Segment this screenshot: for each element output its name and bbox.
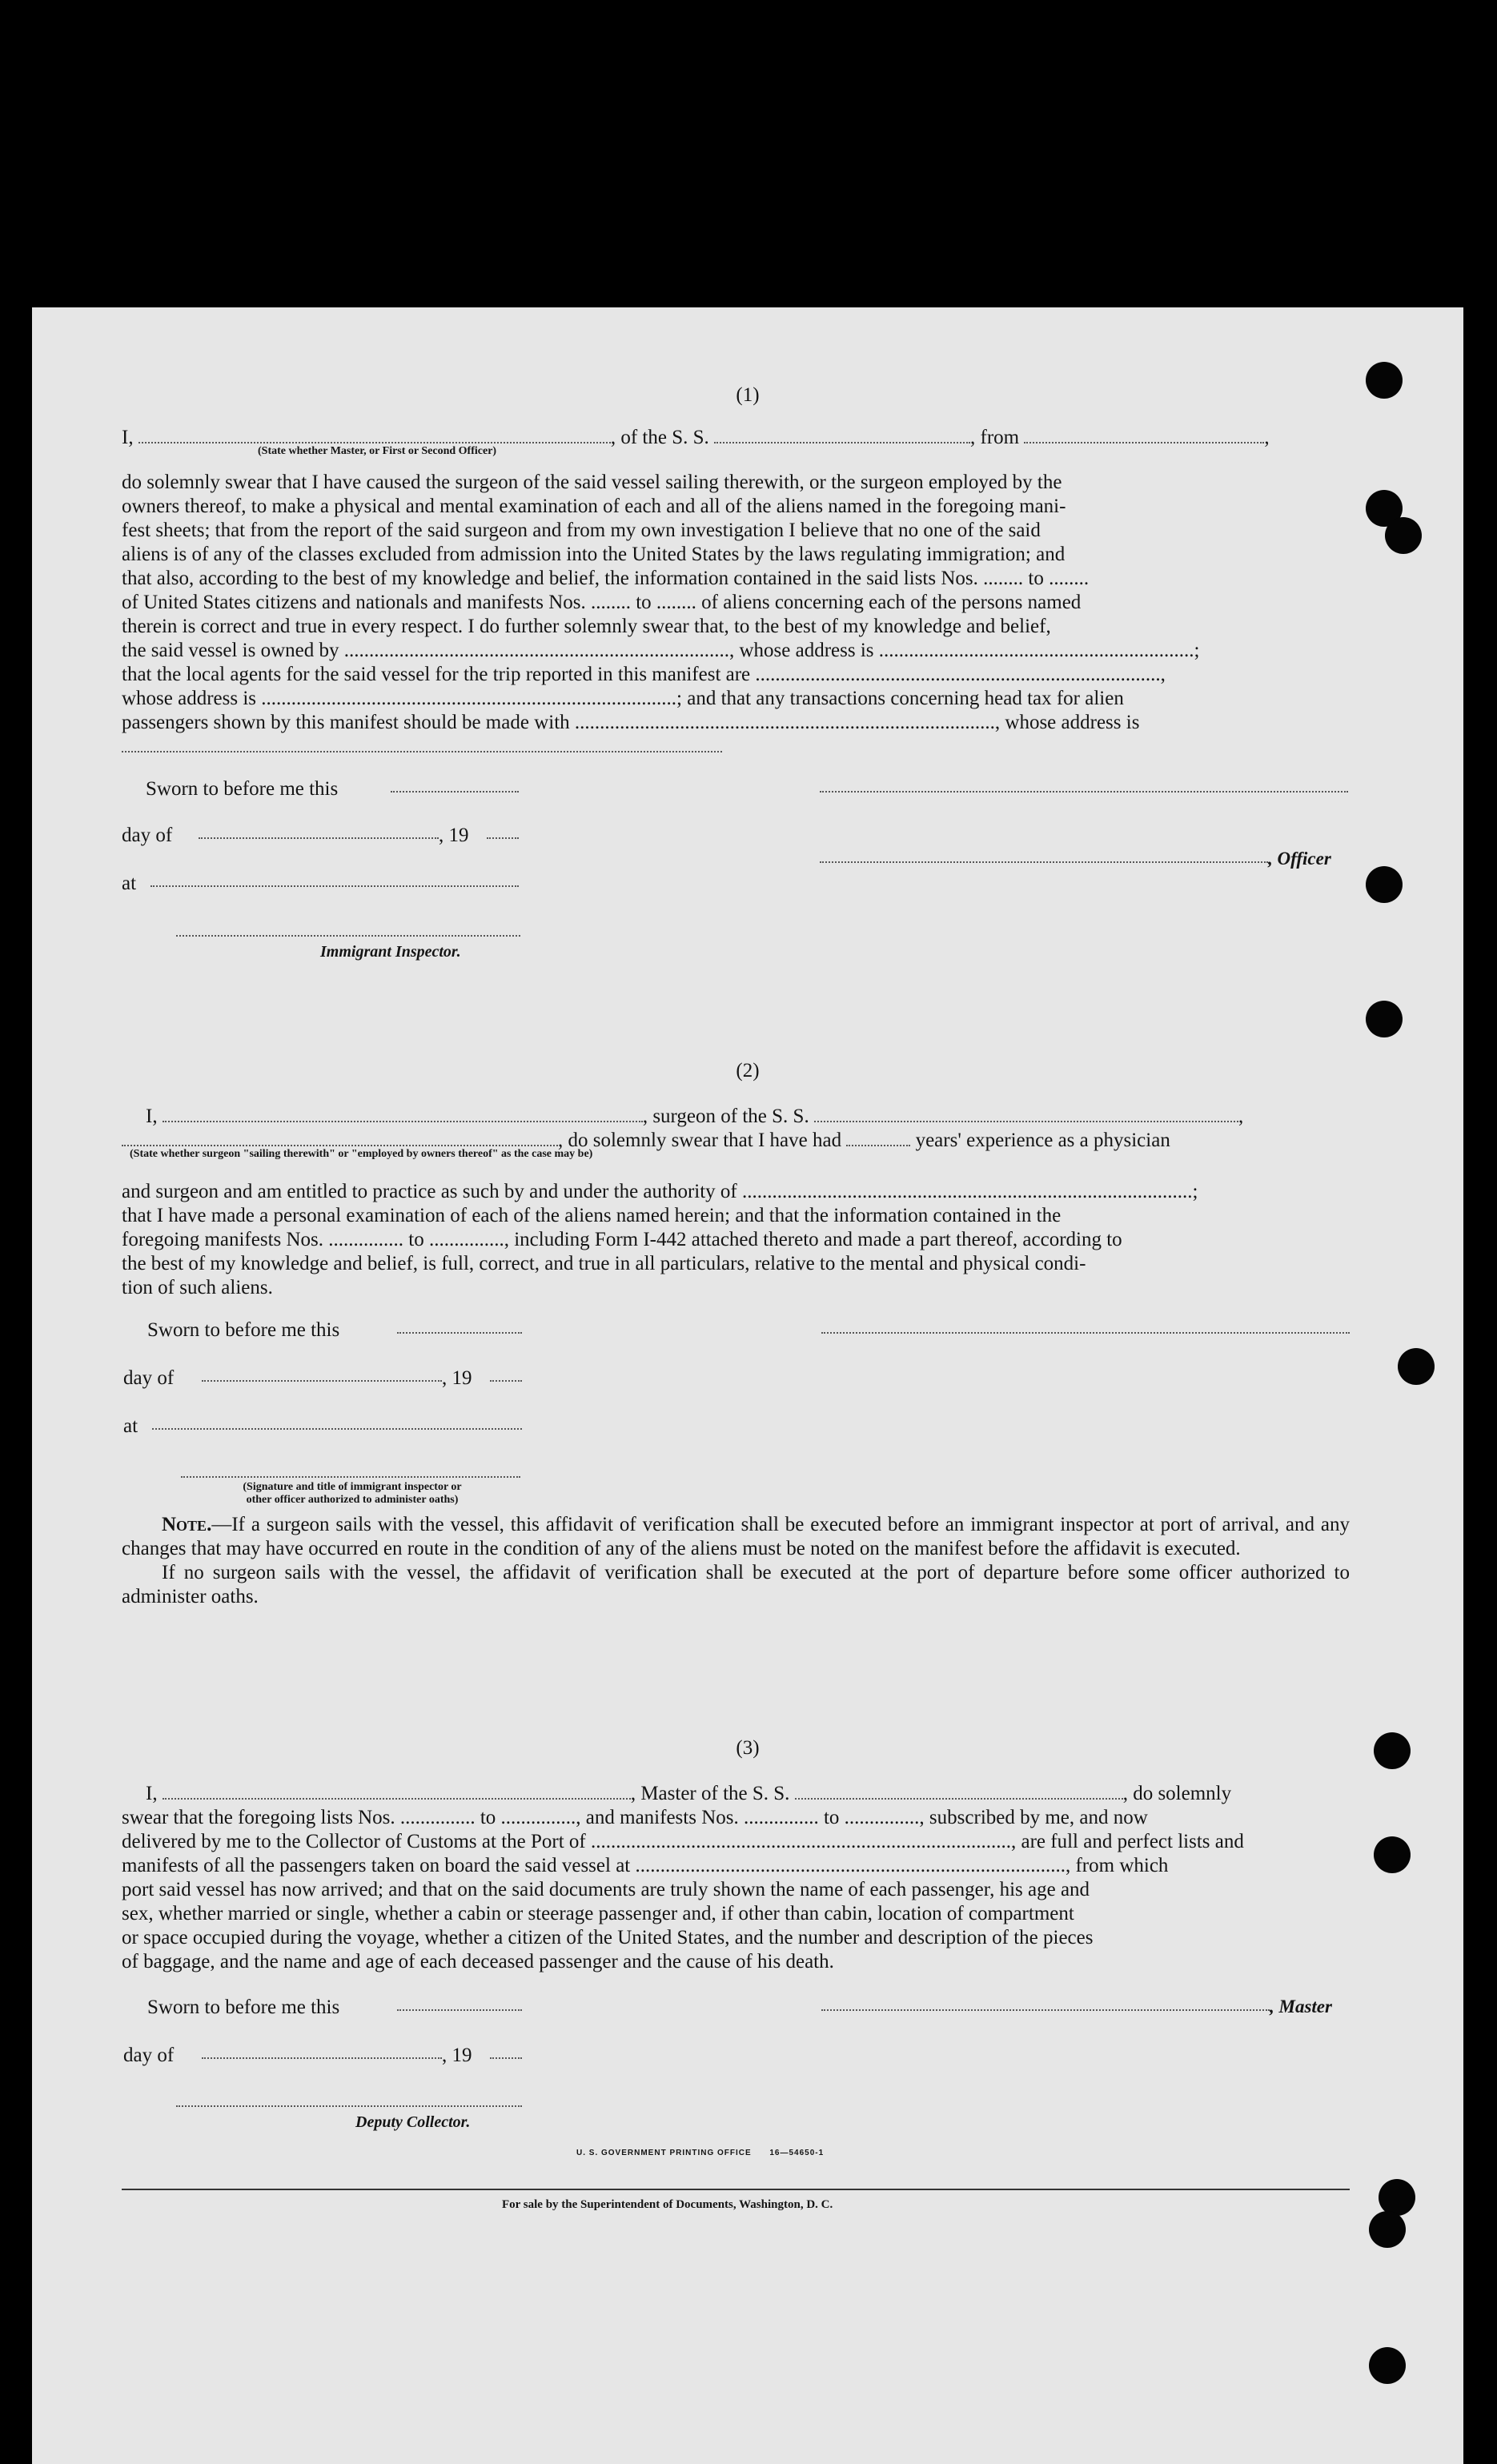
ship-name-field[interactable] [795, 1782, 1123, 1800]
comma: , [1264, 427, 1270, 448]
body-line: of baggage, and the name and age of each deceased passenger and the cause of his death. [122, 1951, 834, 1972]
comma: , [1238, 1106, 1244, 1127]
inspector-signature-field[interactable] [176, 935, 520, 937]
punch-hole [1398, 1348, 1435, 1385]
year-field[interactable] [487, 837, 519, 839]
year-label: , 19 [439, 825, 469, 846]
year-field[interactable] [490, 2057, 522, 2059]
pronoun-i: I, [146, 1106, 158, 1127]
day-of-label: day of [122, 825, 173, 846]
note-text: —If a surgeon sails with the vessel, this affidavit of verification shall be executed before an immigrant inspector at port of arrival, and any changes that may have occurred en route in the condition of any of the aliens must be noted on the manifest before the affidavit is executed. [122, 1514, 1350, 1559]
sworn-date-field[interactable] [397, 2009, 522, 2011]
section-2-body [122, 1180, 1350, 1300]
deputy-collector-label: Deputy Collector. [355, 2113, 471, 2131]
surgeon-of-label: , surgeon of the S. S. [642, 1106, 809, 1127]
note-text: If no surgeon sails with the vessel, the affidavit of verification shall be executed at the port of departure before some officer authorized to administer oaths. [122, 1562, 1350, 1607]
from-label: , from [970, 427, 1020, 448]
body-line: the said vessel is owned by ............................................................................., whose address is ...............................................................; [122, 640, 1200, 661]
punch-hole [1366, 1001, 1403, 1037]
master-of-label: , Master of the S. S. [630, 1783, 790, 1804]
section-1-body [122, 471, 1350, 759]
section-3-body [122, 1806, 1350, 1974]
body-line: or space occupied during the voyage, whether a citizen of the United States, and the number and description of the pieces [122, 1927, 1094, 1948]
body-line: whose address is ...................................................................................; and that any transactions concerning head tax for alien [122, 688, 1124, 709]
do-solemnly-label: , do solemnly [1122, 1783, 1232, 1804]
body-line: and surgeon and am entitled to practice as such by and under the authority of ..........................................................................................; [122, 1181, 1198, 1202]
body-line: swear that the foregoing lists Nos. ............... to ..............., and manifests Nos. ............... to ..............., subscribed by me, and now [122, 1807, 1148, 1828]
section-1-header-line [122, 426, 1350, 458]
body-line: tion of such aliens. [122, 1277, 273, 1298]
body-line: passengers shown by this manifest should be made with ...................................................................................., whose address is [122, 712, 1140, 733]
at-label: at [122, 873, 137, 894]
body-line: that the local agents for the said vessel for the trip reported in this manifest are ................................................................................., [122, 664, 1166, 685]
years-label: years' experience as a physician [915, 1130, 1170, 1151]
for-sale-notice: For sale by the Superintendent of Documents, Washington, D. C. [502, 2198, 833, 2211]
body-line: fest sheets; that from the report of the said surgeon and from my own investigation I believe that no one of the said [122, 520, 1041, 541]
from-port-field[interactable] [1024, 426, 1264, 443]
month-field[interactable] [199, 837, 439, 839]
form-page [32, 307, 1463, 2464]
body-line: the best of my knowledge and belief, is full, correct, and true in all particulars, relative to the mental and physical condi- [122, 1253, 1086, 1274]
at-place-field[interactable] [151, 885, 519, 887]
body-line: therein is correct and true in every respect. I do further solemnly swear that, to the best of my knowledge and belief, [122, 616, 1051, 637]
punch-hole [1369, 2211, 1406, 2248]
at-label: at [123, 1415, 138, 1437]
punch-hole [1379, 2179, 1415, 2216]
year-label: , 19 [442, 2045, 472, 2066]
sworn-date-field[interactable] [391, 791, 519, 793]
signature-note-line: other officer authorized to administer oaths) [246, 1494, 459, 1506]
body-line: aliens is of any of the classes excluded from admission into the United States by the laws regulating immigration; and [122, 544, 1066, 565]
section-number: (3) [736, 1737, 760, 1759]
years-experience-field[interactable] [846, 1129, 910, 1146]
section-number: (1) [736, 384, 760, 406]
sworn-date-field[interactable] [397, 1332, 522, 1334]
body-line: of United States citizens and nationals and manifests Nos. ........ to ........ of aliens concerning each of the persons named [122, 592, 1082, 613]
ship-name-field[interactable] [714, 426, 970, 443]
day-of-label: day of [123, 2045, 175, 2066]
of-ss-label: , of the S. S. [610, 427, 709, 448]
body-line: do solemnly swear that I have caused the surgeon of the said vessel sailing therewith, or the surgeon employed by the [122, 472, 1062, 493]
body-line: sex, whether married or single, whether a cabin or steerage passenger and, if other than cabin, location of compartment [122, 1903, 1074, 1924]
swear-label: , do solemnly swear that I have had [558, 1130, 842, 1151]
inspector-signature-field[interactable] [821, 1332, 1350, 1334]
body-line: delivered by me to the Collector of Customs at the Port of ...................................................................................., are full and perfect lists and [122, 1831, 1244, 1852]
body-line: that also, according to the best of my knowledge and belief, the information contained in the said lists Nos. ........ to ........ [122, 568, 1090, 589]
sworn-label: Sworn to before me this [146, 778, 339, 800]
note-label: Note. [162, 1514, 212, 1535]
printing-office-imprint: U. S. GOVERNMENT PRINTING OFFICE 16—54650-1 [576, 2149, 825, 2157]
section-3-header [122, 1782, 1350, 1806]
master-name-field[interactable] [163, 1782, 631, 1800]
signature-field[interactable] [181, 1476, 520, 1478]
month-field[interactable] [202, 2057, 442, 2059]
master-signature-field[interactable] [821, 2009, 1270, 2011]
deputy-signature-field[interactable] [176, 2105, 522, 2107]
inspector-label: Immigrant Inspector. [320, 943, 461, 961]
signature-note-line: (Signature and title of immigrant inspector or [243, 1481, 462, 1493]
surgeon-name-field[interactable] [163, 1105, 643, 1122]
year-label: , 19 [442, 1367, 472, 1389]
day-of-label: day of [123, 1367, 175, 1389]
head-tax-address-field[interactable] [122, 735, 722, 752]
master-field-note: (State whether Master, or First or Second Officer) [258, 445, 497, 457]
master-name-field[interactable] [138, 426, 611, 443]
punch-hole [1374, 1836, 1411, 1873]
month-field[interactable] [202, 1380, 442, 1382]
year-field[interactable] [490, 1380, 522, 1382]
signature-note [184, 1481, 520, 1507]
officer-line[interactable] [820, 861, 1268, 863]
body-line: port said vessel has now arrived; and that on the said documents are truly shown the name of each passenger, his age and [122, 1879, 1090, 1900]
at-place-field[interactable] [152, 1428, 522, 1430]
body-line: manifests of all the passengers taken on board the said vessel at ......................................................................................, from which [122, 1855, 1169, 1876]
master-label: , Master [1270, 1996, 1332, 2017]
pronoun-i: I, [122, 427, 134, 448]
body-line: owners thereof, to make a physical and mental examination of each and all of the aliens named in the foregoing mani- [122, 496, 1066, 517]
punch-hole [1366, 866, 1403, 903]
section-2-note [122, 1513, 1350, 1609]
body-line: foregoing manifests Nos. ............... to ..............., including Form I-442 attached thereto and made a part thereof, according to [122, 1229, 1122, 1250]
punch-hole [1385, 517, 1422, 554]
punch-hole [1369, 2347, 1406, 2384]
pronoun-i: I, [146, 1783, 158, 1804]
officer-signature-field[interactable] [820, 791, 1348, 793]
section-2-header [122, 1105, 1350, 1161]
surgeon-field-note: (State whether surgeon "sailing therewith" or "employed by owners thereof" as the case may be) [130, 1148, 593, 1160]
body-line: that I have made a personal examination of each of the aliens named herein; and that the information contained in the [122, 1205, 1062, 1226]
section-number: (2) [736, 1060, 760, 1082]
officer-label: , Officer [1268, 849, 1331, 869]
ship-name-field[interactable] [814, 1105, 1238, 1122]
sworn-label: Sworn to before me this [147, 1319, 340, 1341]
surgeon-status-field[interactable] [122, 1129, 558, 1146]
footer-rule [122, 2189, 1350, 2190]
sworn-label: Sworn to before me this [147, 1996, 340, 2018]
